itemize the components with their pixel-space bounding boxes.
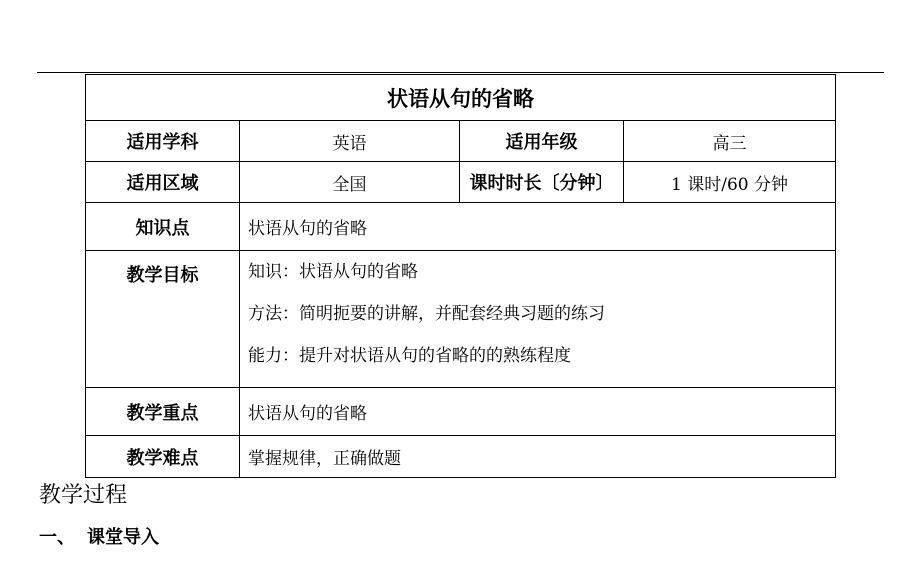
subject-label: 适用学科 <box>86 121 240 162</box>
knowledge-label: 知识点 <box>86 203 240 251</box>
process-heading: 教学过程 <box>39 483 128 508</box>
table-title: 状语从句的省略 <box>86 75 836 121</box>
table-row <box>86 436 836 478</box>
table-row <box>86 75 836 121</box>
goal-ability: 能力：提升对状语从句的省略的的熟练程度 <box>248 346 571 366</box>
difficulty-value: 掌握规律，正确做题 <box>240 436 836 478</box>
section-number: 一、 <box>39 527 75 548</box>
table-row <box>86 121 836 162</box>
goals-label: 教学目标 <box>86 251 240 388</box>
top-rule <box>37 72 884 73</box>
key-point-label: 教学重点 <box>86 388 240 436</box>
goals-cell <box>240 251 836 388</box>
duration-label: 课时时长〔分钟〕 <box>460 162 624 203</box>
grade-value: 高三 <box>624 121 836 162</box>
section-heading <box>39 523 159 549</box>
table-row <box>86 162 836 203</box>
goal-knowledge: 知识：状语从句的省略 <box>248 262 418 282</box>
knowledge-value: 状语从句的省略 <box>240 203 836 251</box>
table-row <box>86 251 836 388</box>
region-label: 适用区域 <box>86 162 240 203</box>
subject-value: 英语 <box>240 121 460 162</box>
table-row <box>86 203 836 251</box>
grade-label: 适用年级 <box>460 121 624 162</box>
difficulty-label: 教学难点 <box>86 436 240 478</box>
table-row <box>86 388 836 436</box>
section-title: 课堂导入 <box>87 527 159 548</box>
duration-value: 1 课时/60 分钟 <box>624 162 836 203</box>
region-value: 全国 <box>240 162 460 203</box>
key-point-value: 状语从句的省略 <box>240 388 836 436</box>
lesson-info-table <box>85 74 836 478</box>
goal-method: 方法：简明扼要的讲解，并配套经典习题的练习 <box>248 304 605 324</box>
